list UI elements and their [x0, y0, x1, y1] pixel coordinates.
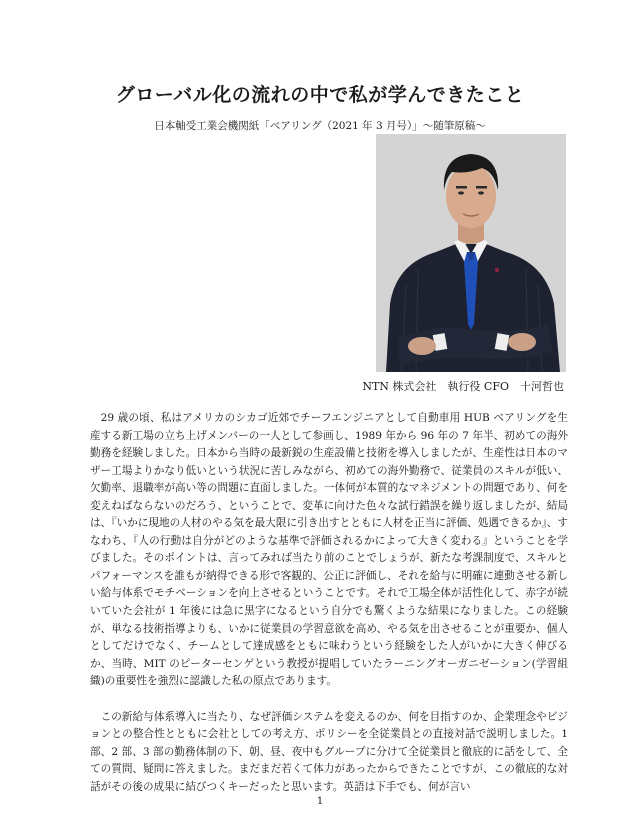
page-subtitle: 日本軸受工業会機関紙「ベアリング（2021 年 3 月号）」～随筆原稿～: [154, 120, 486, 132]
photo-caption: NTN 株式会社 執行役 CFO 十河哲也: [362, 380, 564, 393]
body-text: [90, 410, 568, 796]
portrait-photo: [376, 134, 566, 372]
paragraph-2: この新給与体系導入に当たり、なぜ評価システムを変えるのか、何を目指すのか、企業理念やビジョンとの整合性とともに会社としての考え方、ポリシーを全従業員との直接対話で説明しました。1 部、2 部、3 部の勤務体制の下、朝、昼、夜中もグループに分けて全従業員と徹底的に話をして、全ての質問、疑問に答えました。まだまだ若くて体力があったからできたことですが、この徹底的な対話がその後の成果に結びつくキーだったと思います。英語は下手でも、何が言い: [90, 710, 568, 793]
page-number: 1: [316, 796, 324, 807]
paragraph-1: 29 歳の頃、私はアメリカのシカゴ近郊でチーフエンジニアとして自動車用 HUB ベアリングを生産する新工場の立ち上げメンバーの一人として参画し、1989 年から 96 年の 7 年半、初めての海外勤務を経験しました。日本から当時の最新鋭の生産設備と技術を導入しましたが、生産性は日本のマザー工場よりかなり低いという状況に苦しみながら、初めての海外勤務で、従業員のスキルが低い、欠勤率、退職率が高い等の問題に直面しました。一体何が本質的なマネジメントの問題であり、何を変えねばならないのだろう、ということで、変革に向けた色々な試行錯誤を繰り返しましたが、結局は、『いかに現地の人材のやる気を最大限に引き出すとともに人材を正当に評価、処遇できるか』、すなわち、『人の行動は自分がどのような基準で評価されるかによって大きく変わる』ということを学びました。そのポイントは、言ってみれば当たり前のことでしょうが、新たな考課制度で、スキルとパフォーマンスを誰もが納得できる形で客観的、公正に評価し、それを給与に明確に連動させる新しい給与体系でモチベーションを向上させるということです。それで工場全体が活性化して、赤字が続いていた会社が 1 年後には急に黒字になるという自分でも驚くような結果になりました。この経験が、単なる技術指導よりも、いかに従業員の学習意欲を高め、やる気を出させることが重要か、個人としてだけでなく、チームとして達成感をともに味わうという経験をした人がいかに大きく伸びるか、当時、MIT のピーターセンゲという教授が提唱していたラーニングオーガニゼーション(学習組織)の重要性を強烈に認識した私の原点であります。: [90, 412, 568, 688]
page-title: グローバル化の流れの中で私が学んできたこと: [115, 84, 525, 106]
